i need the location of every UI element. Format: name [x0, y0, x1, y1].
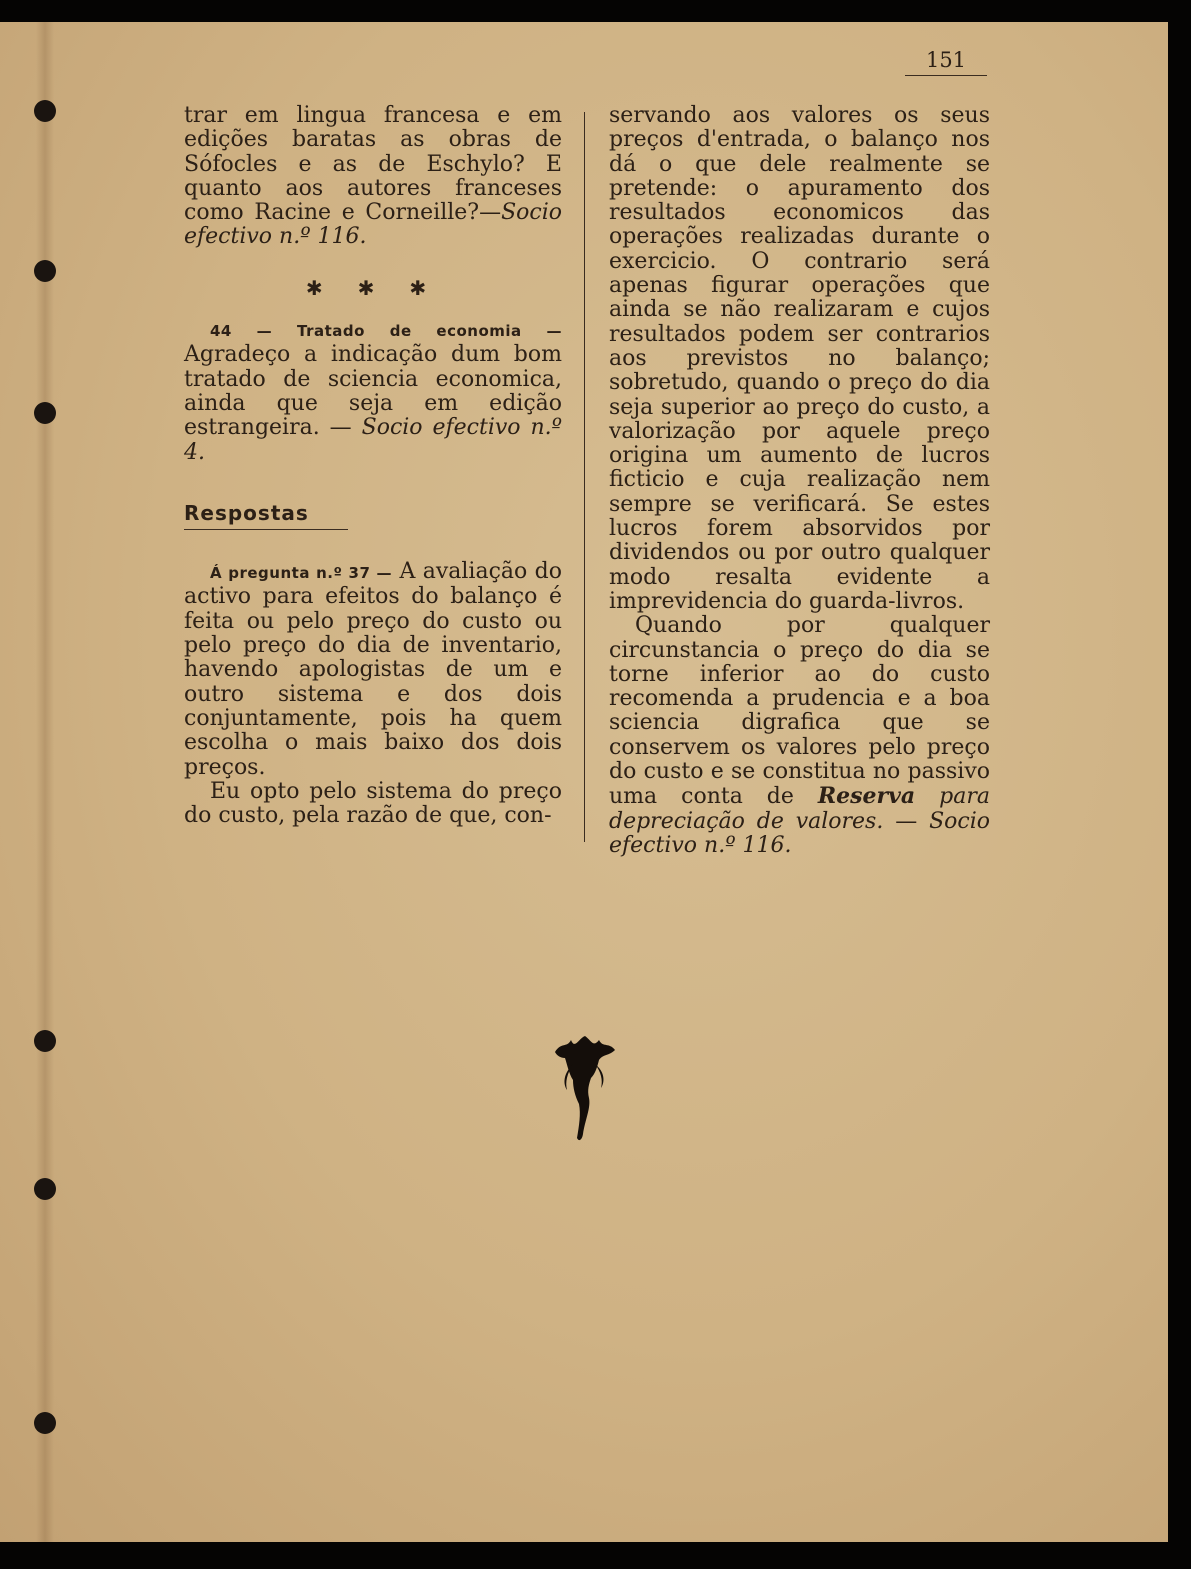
binding-pin: [34, 1030, 56, 1052]
left-column: [184, 104, 562, 828]
document-page: [0, 22, 1168, 1542]
separator-stars: ✱ ✱ ✱: [305, 275, 441, 300]
fleuron-ornament-icon: [551, 1034, 619, 1144]
binding-pin: [34, 1178, 56, 1200]
reserve-term-rest: para depreciação de valores.: [609, 784, 991, 834]
signature: Socio efectivo n.º 4.: [184, 415, 563, 465]
binding-pin: [34, 402, 56, 424]
binding-pin: [34, 260, 56, 282]
answer-text: A avaliação do activo para efeitos do balanço é feita ou pelo preço do custo ou pelo preço do dia de inventario, havendo apologistas de um e outro sistema e dos dois conjuntamente, pois ha quem escolha o mais baixo dos dois preços.: [184, 559, 562, 780]
binding-pin: [34, 100, 56, 122]
continued-paragraph: [184, 104, 562, 250]
answer-heading: Á pregunta n.º 37 —: [210, 564, 393, 583]
continued-paragraph: servando aos valores os seus preços d'entrada, o balanço nos dá o que dele realmente se pretende: o apuramento dos resultados economicos das operações realizadas durante o exercicio. O contrario será apenas figurar operações que ainda se não realizaram e cujos resultados podem ser contrarios aos previstos no balanço; sobretudo, quando o preço do dia seja superior ao preço do custo, a valorização por aquele preço origina um aumento de lucros ficticio e cuja realização nem sempre se verificará. Se estes lucros forem absorvidos por dividendos ou por outro qualquer modo resalta evidente a imprevidencia do guarda-livros.: [609, 103, 990, 614]
signature: Socio efectivo n.º 116.: [609, 808, 990, 858]
answer-paragraph-2: Eu opto pelo sistema do preço do custo, pela razão de que, con-: [184, 778, 562, 829]
column-divider: [584, 112, 585, 842]
signature: Socio efectivo n.º 116.: [184, 200, 562, 250]
binding-edge: [36, 22, 54, 1542]
answer-paragraph: [184, 560, 562, 780]
page-number: 151: [925, 48, 967, 72]
dash: —: [883, 808, 930, 834]
section-title: Respostas: [184, 501, 348, 530]
question-heading: 44 — Tratado de economia —: [210, 322, 562, 341]
reserve-term: Reserva: [817, 783, 916, 810]
question-paragraph: [184, 318, 562, 465]
header-rule: [905, 75, 987, 76]
paragraph: [609, 614, 990, 858]
paragraph-text: Quando por qualquer circunstancia o preço do dia se torne inferior ao do custo recomenda a prudencia e a boa sciencia digrafica que se conservem os valores pelo preço do custo e se constitua no passivo uma conta de: [609, 613, 990, 810]
question-text: Agradeço a indicação dum bom tratado de sciencia economica, ainda que seja em edição estrangeira. —: [184, 342, 562, 441]
binding-pin: [34, 1412, 56, 1434]
paragraph-text: trar em lingua francesa e em edições baratas as obras de Sófocles e as de Eschylo? E quanto aos autores franceses como Racine e Corneille?—: [184, 103, 562, 226]
right-column: [609, 104, 990, 858]
